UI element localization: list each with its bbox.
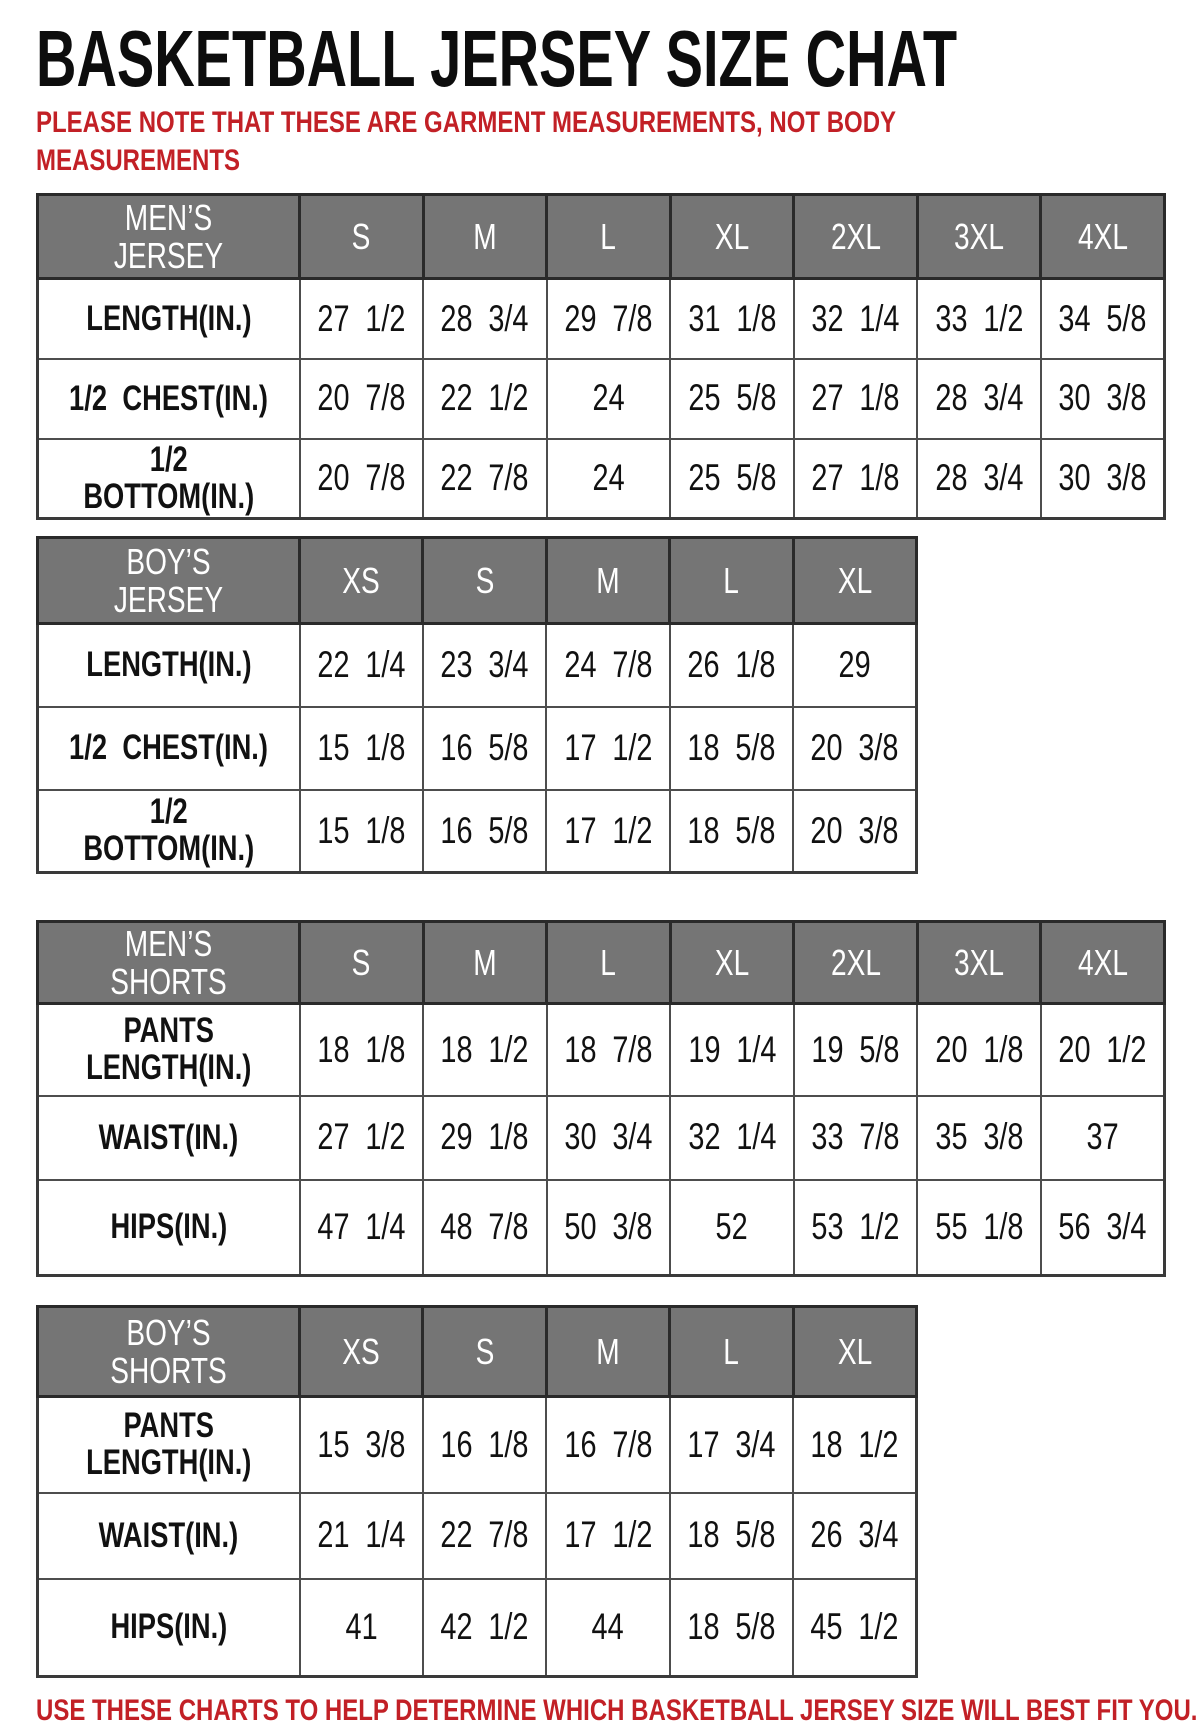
size-header-cell-text: M bbox=[473, 215, 497, 257]
measurement-value-cell bbox=[793, 790, 916, 873]
size-header-cell-text: 3XL bbox=[954, 215, 1005, 257]
measurement-value-cell-text: 28 3/4 bbox=[935, 457, 1024, 499]
measurement-value-cell bbox=[793, 1397, 916, 1493]
measurement-value-cell bbox=[300, 1096, 424, 1180]
measurement-value-cell bbox=[547, 1096, 671, 1180]
measurement-value-cell bbox=[423, 1096, 547, 1180]
measurement-value-cell bbox=[917, 1096, 1041, 1180]
measurement-value-cell-text: 45 1/2 bbox=[810, 1606, 899, 1648]
size-header-cell-text: S bbox=[475, 1330, 494, 1372]
measurement-value-cell bbox=[546, 790, 669, 873]
measurement-value-cell bbox=[670, 1180, 794, 1276]
row-label-cell-text: 1/2 BOTTOM(IN.) bbox=[83, 792, 255, 869]
row-label-cell-text: 1/2 CHEST(IN.) bbox=[69, 728, 269, 768]
size-header-cell bbox=[670, 1307, 793, 1397]
size-header-cell-text: XL bbox=[714, 215, 750, 257]
measurement-value-cell bbox=[423, 790, 546, 873]
size-header-row bbox=[38, 195, 1165, 279]
measurement-value-cell bbox=[547, 359, 671, 439]
garment-measurement-note bbox=[36, 104, 1200, 179]
measurement-value-cell-text: 33 1/2 bbox=[935, 297, 1024, 339]
table-title-cell-text: MEN’S JERSEY bbox=[113, 197, 224, 276]
measurement-value-cell-text: 22 7/8 bbox=[440, 457, 529, 499]
table-title-cell bbox=[38, 1307, 300, 1397]
measurement-value-cell-text: 21 1/4 bbox=[317, 1514, 406, 1556]
measurement-row bbox=[38, 279, 1165, 359]
measurement-value-cell bbox=[917, 359, 1041, 439]
table-title-cell-text: BOY’S SHORTS bbox=[110, 1312, 227, 1391]
measurement-value-cell bbox=[423, 624, 546, 707]
table-title-cell bbox=[38, 922, 300, 1004]
measurement-value-cell bbox=[670, 1397, 793, 1493]
size-header-cell bbox=[670, 922, 794, 1004]
size-header-cell-text: L bbox=[600, 215, 617, 257]
size-header-cell-text: 4XL bbox=[1077, 941, 1128, 983]
measurement-row bbox=[38, 707, 917, 790]
size-header-cell-text: 2XL bbox=[830, 215, 881, 257]
measurement-value-cell-text: 22 1/2 bbox=[440, 377, 529, 419]
row-label-cell bbox=[38, 790, 300, 873]
measurement-value-cell-text: 17 3/4 bbox=[687, 1423, 776, 1465]
measurement-row bbox=[38, 1397, 917, 1493]
measurement-value-cell-text: 20 3/8 bbox=[810, 809, 899, 851]
measurement-row bbox=[38, 359, 1165, 439]
measurement-value-cell bbox=[300, 707, 423, 790]
size-header-cell bbox=[423, 538, 546, 624]
measurement-value-cell bbox=[547, 1180, 671, 1276]
measurement-value-cell-text: 30 3/8 bbox=[1058, 377, 1147, 419]
measurement-value-cell bbox=[670, 790, 793, 873]
size-header-cell bbox=[794, 922, 918, 1004]
row-label-cell bbox=[38, 1579, 300, 1677]
measurement-value-cell-text: 33 7/8 bbox=[811, 1116, 900, 1158]
measurement-value-cell bbox=[546, 707, 669, 790]
measurement-value-cell-text: 30 3/8 bbox=[1058, 457, 1147, 499]
measurement-value-cell-text: 32 1/4 bbox=[687, 1116, 776, 1158]
size-header-cell bbox=[917, 195, 1041, 279]
size-header-cell-text: XL bbox=[714, 941, 750, 983]
measurement-row bbox=[38, 1579, 917, 1677]
measurement-value-cell bbox=[546, 1579, 669, 1677]
measurement-value-cell bbox=[423, 359, 547, 439]
measurement-value-cell-text: 26 1/8 bbox=[687, 644, 776, 686]
measurement-value-cell bbox=[546, 1493, 669, 1579]
boys-jersey-table bbox=[36, 536, 918, 874]
boys-shorts-table bbox=[36, 1305, 918, 1678]
size-header-cell bbox=[546, 1307, 669, 1397]
size-header-cell-text: M bbox=[596, 559, 620, 601]
measurement-row bbox=[38, 790, 917, 873]
measurement-value-cell bbox=[917, 439, 1041, 519]
size-header-cell-text: L bbox=[723, 559, 740, 601]
measurement-value-cell-text: 16 5/8 bbox=[440, 726, 529, 768]
measurement-value-cell-text: 41 bbox=[345, 1606, 378, 1648]
size-header-cell-text: XL bbox=[837, 559, 872, 601]
measurement-value-cell bbox=[300, 1493, 423, 1579]
measurement-value-cell-text: 24 bbox=[592, 457, 625, 499]
size-header-cell bbox=[547, 195, 671, 279]
measurement-value-cell bbox=[423, 707, 546, 790]
table-title-cell bbox=[38, 195, 300, 279]
measurement-value-cell-text: 29 7/8 bbox=[564, 297, 653, 339]
table-title-cell-text: BOY’S JERSEY bbox=[113, 541, 224, 620]
size-header-cell-text: S bbox=[475, 559, 494, 601]
measurement-value-cell bbox=[300, 790, 423, 873]
measurement-value-cell bbox=[670, 439, 794, 519]
measurement-value-cell bbox=[1041, 279, 1165, 359]
measurement-value-cell-text: 27 1/8 bbox=[811, 457, 900, 499]
measurement-value-cell bbox=[794, 1004, 918, 1096]
size-header-cell bbox=[300, 1307, 423, 1397]
measurement-value-cell-text: 48 7/8 bbox=[440, 1206, 529, 1248]
measurement-value-cell bbox=[794, 359, 918, 439]
measurement-value-cell bbox=[300, 1579, 423, 1677]
page-title bbox=[36, 16, 1200, 102]
measurement-value-cell bbox=[670, 359, 794, 439]
measurement-value-cell-text: 27 1/2 bbox=[317, 297, 406, 339]
measurement-value-cell bbox=[423, 1579, 546, 1677]
measurement-value-cell-text: 37 bbox=[1086, 1116, 1119, 1158]
size-header-cell-text: S bbox=[351, 941, 371, 983]
row-label-cell-text: 1/2 BOTTOM(IN.) bbox=[83, 439, 255, 516]
measurement-value-cell bbox=[917, 1180, 1041, 1276]
size-header-cell bbox=[300, 538, 423, 624]
measurement-value-cell-text: 42 1/2 bbox=[440, 1606, 529, 1648]
measurement-value-cell-text: 17 1/2 bbox=[563, 726, 652, 768]
measurement-value-cell-text: 25 5/8 bbox=[687, 457, 776, 499]
measurement-value-cell bbox=[670, 1493, 793, 1579]
measurement-value-cell-text: 32 1/4 bbox=[811, 297, 900, 339]
measurement-row bbox=[38, 1180, 1165, 1276]
measurement-value-cell-text: 50 3/8 bbox=[564, 1206, 653, 1248]
measurement-value-cell bbox=[546, 624, 669, 707]
measurement-value-cell bbox=[423, 1004, 547, 1096]
size-header-cell bbox=[1041, 922, 1165, 1004]
row-label-cell-text: WAIST(IN.) bbox=[98, 1515, 239, 1555]
measurement-value-cell-text: 44 bbox=[591, 1606, 625, 1648]
measurement-value-cell-text: 18 5/8 bbox=[687, 1514, 776, 1556]
measurement-value-cell bbox=[670, 279, 794, 359]
measurement-value-cell bbox=[300, 359, 424, 439]
row-label-cell bbox=[38, 707, 300, 790]
measurement-value-cell-text: 19 1/4 bbox=[687, 1028, 776, 1070]
measurement-value-cell-text: 16 1/8 bbox=[440, 1423, 529, 1465]
measurement-value-cell bbox=[670, 1096, 794, 1180]
measurement-value-cell bbox=[423, 1180, 547, 1276]
measurement-value-cell bbox=[423, 1397, 546, 1493]
measurement-value-cell-text: 18 7/8 bbox=[564, 1028, 653, 1070]
measurement-value-cell-text: 28 3/4 bbox=[935, 377, 1024, 419]
measurement-value-cell bbox=[670, 1579, 793, 1677]
usage-note-text: USE THESE CHARTS TO HELP DETERMINE WHICH BASKETBALL JERSEY SIZE WILL BEST FIT YOU. bbox=[36, 1694, 1198, 1728]
size-header-row bbox=[38, 538, 917, 624]
measurement-value-cell bbox=[1041, 1004, 1165, 1096]
measurement-value-cell-text: 29 1/8 bbox=[440, 1116, 529, 1158]
measurement-value-cell bbox=[917, 1004, 1041, 1096]
measurement-value-cell bbox=[794, 1096, 918, 1180]
measurement-value-cell bbox=[794, 439, 918, 519]
row-label-cell-text: HIPS(IN.) bbox=[110, 1207, 228, 1247]
measurement-value-cell-text: 15 1/8 bbox=[317, 726, 406, 768]
measurement-value-cell-text: 17 1/2 bbox=[563, 1514, 652, 1556]
row-label-cell bbox=[38, 1493, 300, 1579]
measurement-value-cell bbox=[670, 1004, 794, 1096]
row-label-cell bbox=[38, 1096, 300, 1180]
measurement-value-cell bbox=[793, 1493, 916, 1579]
row-label-cell bbox=[38, 1004, 300, 1096]
measurement-value-cell bbox=[300, 1180, 424, 1276]
size-header-row bbox=[38, 922, 1165, 1004]
measurement-value-cell bbox=[793, 624, 916, 707]
mens-shorts-table bbox=[36, 920, 1166, 1277]
measurement-value-cell-text: 56 3/4 bbox=[1058, 1206, 1147, 1248]
measurement-value-cell bbox=[547, 1004, 671, 1096]
measurement-value-cell-text: 16 5/8 bbox=[440, 809, 529, 851]
size-header-cell bbox=[547, 922, 671, 1004]
measurement-value-cell bbox=[1041, 439, 1165, 519]
row-label-cell bbox=[38, 279, 300, 359]
measurement-value-cell-text: 23 3/4 bbox=[440, 644, 529, 686]
measurement-value-cell-text: 24 bbox=[592, 377, 625, 419]
measurement-value-cell-text: 15 3/8 bbox=[317, 1423, 406, 1465]
measurement-value-cell-text: 29 bbox=[838, 644, 871, 686]
measurement-value-cell bbox=[547, 439, 671, 519]
measurement-value-cell-text: 20 7/8 bbox=[317, 377, 406, 419]
measurement-value-cell-text: 27 1/2 bbox=[317, 1116, 406, 1158]
row-label-cell-text: PANTS LENGTH(IN.) bbox=[86, 1011, 252, 1088]
measurement-value-cell bbox=[670, 624, 793, 707]
measurement-row bbox=[38, 1493, 917, 1579]
size-header-cell-text: XS bbox=[342, 559, 380, 601]
measurement-value-cell bbox=[423, 1493, 546, 1579]
measurement-value-cell bbox=[670, 707, 793, 790]
measurement-value-cell-text: 17 1/2 bbox=[563, 809, 652, 851]
measurement-value-cell-text: 35 3/8 bbox=[935, 1116, 1024, 1158]
size-header-cell-text: XL bbox=[837, 1330, 872, 1372]
measurement-value-cell bbox=[546, 1397, 669, 1493]
size-header-cell bbox=[300, 195, 424, 279]
measurement-value-cell-text: 18 1/8 bbox=[317, 1028, 406, 1070]
size-header-cell bbox=[793, 1307, 916, 1397]
measurement-value-cell bbox=[300, 624, 423, 707]
size-header-cell-text: L bbox=[600, 941, 617, 983]
measurement-value-cell-text: 26 3/4 bbox=[810, 1514, 899, 1556]
page-title-text: BASKETBALL JERSEY SIZE CHAT bbox=[36, 14, 958, 103]
size-header-cell-text: M bbox=[596, 1330, 620, 1372]
measurement-value-cell-text: 55 1/8 bbox=[935, 1206, 1024, 1248]
size-header-cell-text: 4XL bbox=[1077, 215, 1128, 257]
measurement-value-cell-text: 34 5/8 bbox=[1058, 297, 1147, 339]
measurement-row bbox=[38, 624, 917, 707]
measurement-value-cell-text: 28 3/4 bbox=[440, 297, 529, 339]
size-header-cell bbox=[423, 922, 547, 1004]
measurement-value-cell-text: 18 5/8 bbox=[687, 726, 776, 768]
measurement-value-cell bbox=[300, 439, 424, 519]
size-header-row bbox=[38, 1307, 917, 1397]
row-label-cell-text: LENGTH(IN.) bbox=[86, 298, 252, 338]
size-header-cell-text: 2XL bbox=[830, 941, 881, 983]
measurement-value-cell-text: 24 7/8 bbox=[563, 644, 652, 686]
row-label-cell-text: WAIST(IN.) bbox=[98, 1117, 239, 1157]
measurement-value-cell bbox=[300, 279, 424, 359]
row-label-cell bbox=[38, 359, 300, 439]
measurement-value-cell-text: 52 bbox=[715, 1206, 749, 1248]
size-header-cell bbox=[423, 195, 547, 279]
measurement-value-cell-text: 27 1/8 bbox=[811, 377, 900, 419]
measurement-value-cell bbox=[1041, 359, 1165, 439]
measurement-value-cell-text: 30 3/4 bbox=[564, 1116, 653, 1158]
measurement-row bbox=[38, 439, 1165, 519]
measurement-value-cell-text: 22 1/4 bbox=[317, 644, 406, 686]
measurement-value-cell bbox=[300, 1397, 423, 1493]
measurement-value-cell-text: 18 5/8 bbox=[687, 809, 776, 851]
usage-note bbox=[36, 1692, 1200, 1730]
size-header-cell-text: M bbox=[473, 941, 497, 983]
table-title-cell bbox=[38, 538, 300, 624]
size-header-cell bbox=[794, 195, 918, 279]
row-label-cell-text: PANTS LENGTH(IN.) bbox=[86, 1406, 252, 1483]
row-label-cell bbox=[38, 624, 300, 707]
size-header-cell bbox=[917, 922, 1041, 1004]
measurement-value-cell bbox=[1041, 1180, 1165, 1276]
measurement-value-cell-text: 19 5/8 bbox=[811, 1028, 900, 1070]
size-header-cell bbox=[670, 195, 794, 279]
table-title-cell-text: MEN’S SHORTS bbox=[110, 923, 227, 1002]
measurement-value-cell-text: 18 5/8 bbox=[687, 1606, 776, 1648]
row-label-cell-text: LENGTH(IN.) bbox=[86, 645, 252, 685]
measurement-value-cell bbox=[1041, 1096, 1165, 1180]
measurement-value-cell-text: 18 1/2 bbox=[440, 1028, 529, 1070]
size-header-cell bbox=[423, 1307, 546, 1397]
measurement-value-cell bbox=[794, 279, 918, 359]
measurement-value-cell-text: 18 1/2 bbox=[810, 1423, 899, 1465]
size-header-cell bbox=[670, 538, 793, 624]
note-line-2: MEASUREMENTS bbox=[36, 143, 241, 177]
measurement-value-cell-text: 31 1/8 bbox=[687, 297, 776, 339]
measurement-value-cell-text: 20 1/8 bbox=[935, 1028, 1024, 1070]
measurement-value-cell-text: 20 7/8 bbox=[317, 457, 406, 499]
measurement-value-cell-text: 47 1/4 bbox=[317, 1206, 406, 1248]
row-label-cell-text: 1/2 CHEST(IN.) bbox=[69, 378, 269, 418]
measurement-value-cell-text: 22 7/8 bbox=[440, 1514, 529, 1556]
size-header-cell-text: 3XL bbox=[954, 941, 1005, 983]
measurement-row bbox=[38, 1004, 1165, 1096]
measurement-value-cell bbox=[793, 707, 916, 790]
size-header-cell-text: XS bbox=[342, 1330, 380, 1372]
mens-jersey-table bbox=[36, 193, 1166, 520]
size-header-cell bbox=[793, 538, 916, 624]
measurement-value-cell-text: 20 3/8 bbox=[810, 726, 899, 768]
measurement-value-cell-text: 25 5/8 bbox=[687, 377, 776, 419]
measurement-value-cell-text: 15 1/8 bbox=[317, 809, 406, 851]
row-label-cell-text: HIPS(IN.) bbox=[110, 1607, 228, 1647]
measurement-value-cell bbox=[794, 1180, 918, 1276]
note-line-1: PLEASE NOTE THAT THESE ARE GARMENT MEASUREMENTS, NOT BODY bbox=[36, 106, 897, 140]
row-label-cell bbox=[38, 1397, 300, 1493]
size-header-cell bbox=[300, 922, 424, 1004]
measurement-value-cell bbox=[917, 279, 1041, 359]
row-label-cell bbox=[38, 1180, 300, 1276]
measurement-value-cell bbox=[423, 439, 547, 519]
measurement-value-cell bbox=[793, 1579, 916, 1677]
measurement-value-cell bbox=[300, 1004, 424, 1096]
size-header-cell-text: S bbox=[351, 215, 371, 257]
size-header-cell bbox=[1041, 195, 1165, 279]
row-label-cell bbox=[38, 439, 300, 519]
measurement-value-cell bbox=[547, 279, 671, 359]
measurement-value-cell-text: 16 7/8 bbox=[563, 1423, 652, 1465]
measurement-row bbox=[38, 1096, 1165, 1180]
measurement-value-cell-text: 53 1/2 bbox=[811, 1206, 900, 1248]
measurement-value-cell-text: 20 1/2 bbox=[1058, 1028, 1147, 1070]
size-header-cell bbox=[546, 538, 669, 624]
measurement-value-cell bbox=[423, 279, 547, 359]
size-header-cell-text: L bbox=[723, 1330, 740, 1372]
